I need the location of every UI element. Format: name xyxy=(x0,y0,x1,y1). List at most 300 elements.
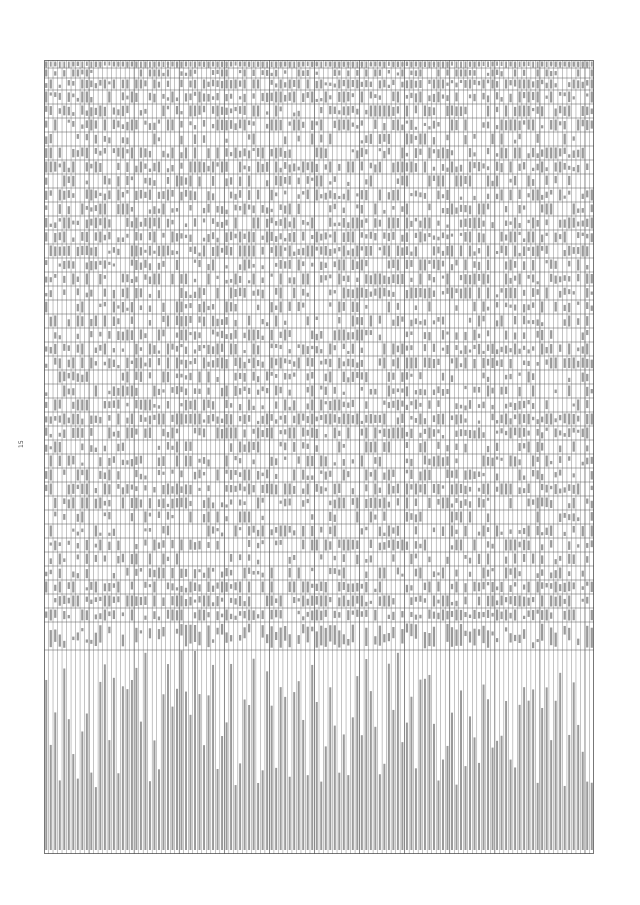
cell-value-mark xyxy=(275,162,277,173)
cell-value-mark xyxy=(320,415,322,420)
cell-value-mark xyxy=(528,414,530,425)
cell-value-mark xyxy=(72,70,74,77)
cell-value-mark xyxy=(523,316,525,324)
cell-value-mark xyxy=(509,278,511,284)
cell-value-mark xyxy=(311,346,313,349)
cell-value-mark xyxy=(487,122,489,129)
cell-value-mark xyxy=(171,190,173,197)
cell-value-mark xyxy=(248,232,250,243)
cell-value-mark xyxy=(401,540,403,551)
cell-value-mark xyxy=(469,70,471,76)
cell-value-mark xyxy=(509,613,511,619)
cell-value-mark xyxy=(388,470,390,481)
cell-value-mark xyxy=(410,429,412,438)
cell-value-mark xyxy=(50,542,52,545)
cell-value-mark xyxy=(455,498,457,503)
cell-value-mark xyxy=(158,246,160,256)
cell-value-mark xyxy=(81,628,83,631)
cell-value-mark xyxy=(546,83,548,89)
cell-value-mark xyxy=(207,568,209,579)
cell-value-mark xyxy=(559,514,561,522)
cell-value-mark xyxy=(347,80,349,89)
cell-value-mark xyxy=(419,321,421,325)
cell-value-mark xyxy=(280,430,282,434)
cell-value-mark xyxy=(496,194,498,199)
cell-value-mark xyxy=(140,263,142,270)
cell-value-mark xyxy=(158,616,160,620)
cell-value-mark xyxy=(406,512,408,522)
cell-value-mark xyxy=(167,442,169,450)
cell-value-mark xyxy=(541,195,543,200)
cell-value-mark xyxy=(491,388,493,394)
cell-value-mark xyxy=(54,92,56,97)
cell-value-mark xyxy=(577,150,579,158)
cell-value-mark xyxy=(194,358,196,364)
cell-value-mark xyxy=(532,386,534,397)
cell-value-mark xyxy=(401,388,403,392)
cell-value-mark xyxy=(343,92,345,103)
cell-value-mark xyxy=(171,428,173,439)
cell-value-mark xyxy=(262,247,264,255)
cell-value-mark xyxy=(221,331,223,338)
cell-value-mark xyxy=(311,514,313,519)
cell-value-mark xyxy=(271,484,273,495)
cell-value-mark xyxy=(194,428,196,434)
cell-value-mark xyxy=(144,121,146,125)
cell-value-mark xyxy=(225,386,227,397)
cell-value-mark xyxy=(559,234,561,239)
cell-value-mark xyxy=(555,71,557,75)
cell-value-mark xyxy=(334,261,336,267)
cell-value-mark xyxy=(415,127,417,130)
cell-value-mark xyxy=(54,71,56,75)
cell-value-mark xyxy=(419,80,421,88)
cell-value-mark xyxy=(248,359,250,363)
cell-value-mark xyxy=(113,107,115,114)
cell-value-mark xyxy=(99,625,101,642)
cell-value-mark xyxy=(54,630,56,642)
row-label-mark xyxy=(406,723,408,850)
cell-value-mark xyxy=(104,362,106,366)
cell-value-mark xyxy=(320,246,322,254)
cell-value-mark xyxy=(248,316,250,326)
cell-value-mark xyxy=(86,610,88,620)
row-label-mark xyxy=(221,736,223,850)
cell-value-mark xyxy=(361,120,363,125)
row-label-mark xyxy=(469,716,471,850)
cell-value-mark xyxy=(275,106,277,117)
cell-value-mark xyxy=(293,470,295,481)
cell-value-mark xyxy=(460,624,462,646)
cell-value-mark xyxy=(176,629,178,634)
cell-value-mark xyxy=(77,632,79,640)
cell-value-mark xyxy=(505,610,507,621)
cell-value-mark xyxy=(374,498,376,509)
cell-value-mark xyxy=(72,176,74,187)
cell-value-mark xyxy=(410,193,412,196)
cell-value-mark xyxy=(320,470,322,473)
cell-value-mark xyxy=(442,348,444,351)
cell-value-mark xyxy=(81,204,83,215)
cell-value-mark xyxy=(302,289,304,296)
cell-value-mark xyxy=(316,540,318,551)
cell-value-mark xyxy=(586,80,588,86)
header-mark xyxy=(95,62,97,68)
cell-value-mark xyxy=(392,292,394,297)
cell-value-mark xyxy=(546,414,548,424)
cell-value-mark xyxy=(104,401,106,408)
cell-value-mark xyxy=(243,445,245,452)
row-label-mark xyxy=(591,783,593,850)
cell-value-mark xyxy=(343,288,345,299)
cell-value-mark xyxy=(180,111,182,114)
header-mark xyxy=(537,62,539,68)
cell-value-mark xyxy=(487,377,489,382)
cell-value-mark xyxy=(518,190,520,199)
cell-value-mark xyxy=(559,456,561,463)
cell-value-mark xyxy=(532,92,534,100)
cell-value-mark xyxy=(221,344,223,352)
cell-value-mark xyxy=(320,554,322,559)
cell-value-mark xyxy=(108,470,110,481)
cell-value-mark xyxy=(419,149,421,155)
cell-value-mark xyxy=(406,459,408,464)
cell-value-mark xyxy=(505,540,507,551)
header-mark xyxy=(352,62,354,69)
cell-value-mark xyxy=(428,332,430,340)
cell-value-mark xyxy=(284,526,286,537)
cell-value-mark xyxy=(383,473,385,480)
header-mark xyxy=(235,62,237,66)
row-label-mark xyxy=(410,697,412,850)
cell-value-mark xyxy=(50,106,52,115)
cell-value-mark xyxy=(275,458,277,465)
header-mark xyxy=(392,62,394,68)
cell-value-mark xyxy=(509,179,511,183)
cell-value-mark xyxy=(473,94,475,101)
cell-value-mark xyxy=(528,220,530,223)
cell-value-mark xyxy=(379,220,381,227)
cell-value-mark xyxy=(131,485,133,490)
cell-value-mark xyxy=(433,484,435,493)
cell-value-mark xyxy=(419,134,421,145)
cell-value-mark xyxy=(293,361,295,366)
cell-value-mark xyxy=(352,260,354,270)
cell-value-mark xyxy=(419,260,421,271)
cell-value-mark xyxy=(248,554,250,560)
header-mark xyxy=(338,62,340,69)
cell-value-mark xyxy=(451,526,453,537)
cell-value-mark xyxy=(72,274,74,285)
cell-value-mark xyxy=(370,540,372,548)
cell-value-mark xyxy=(162,540,164,547)
cell-value-mark xyxy=(289,246,291,257)
header-mark xyxy=(397,62,399,68)
cell-value-mark xyxy=(573,414,575,424)
cell-value-mark xyxy=(153,570,155,577)
cell-value-mark xyxy=(451,162,453,173)
cell-value-mark xyxy=(464,444,466,453)
cell-value-mark xyxy=(135,498,137,509)
cell-value-mark xyxy=(307,499,309,503)
cell-value-mark xyxy=(582,429,584,437)
cell-value-mark xyxy=(225,334,227,339)
cell-value-mark xyxy=(99,163,101,172)
cell-value-mark xyxy=(365,110,367,114)
cell-value-mark xyxy=(410,597,412,605)
cell-value-mark xyxy=(374,484,376,495)
cell-value-mark xyxy=(437,572,439,575)
header-mark xyxy=(383,62,385,69)
row-label-mark xyxy=(99,682,101,850)
cell-value-mark xyxy=(343,596,345,607)
cell-value-mark xyxy=(356,498,358,509)
cell-value-mark xyxy=(77,344,79,352)
cell-value-mark xyxy=(537,190,539,201)
cell-value-mark xyxy=(180,302,182,313)
cell-value-mark xyxy=(334,70,336,76)
cell-value-mark xyxy=(275,527,277,533)
cell-value-mark xyxy=(257,218,259,229)
cell-value-mark xyxy=(234,486,236,492)
cell-value-mark xyxy=(338,582,340,592)
cell-value-mark xyxy=(176,332,178,337)
cell-value-mark xyxy=(329,83,331,86)
cell-value-mark xyxy=(491,80,493,89)
header-mark xyxy=(496,62,498,66)
cell-value-mark xyxy=(289,498,291,505)
cell-value-mark xyxy=(383,344,385,355)
cell-value-mark xyxy=(591,414,593,425)
row-label-mark xyxy=(514,767,516,850)
cell-value-mark xyxy=(275,541,277,546)
cell-value-mark xyxy=(189,235,191,242)
cell-value-mark xyxy=(280,148,282,157)
cell-value-mark xyxy=(176,484,178,495)
cell-value-mark xyxy=(280,168,282,173)
cell-value-mark xyxy=(406,332,408,338)
cell-value-mark xyxy=(99,261,101,265)
cell-value-mark xyxy=(77,334,79,339)
cell-value-mark xyxy=(374,589,376,592)
cell-value-mark xyxy=(370,292,372,297)
cell-value-mark xyxy=(455,601,457,607)
cell-value-mark xyxy=(437,92,439,103)
cell-value-mark xyxy=(356,302,358,312)
cell-value-mark xyxy=(550,148,552,159)
cell-value-mark xyxy=(239,96,241,99)
cell-value-mark xyxy=(546,428,548,431)
cell-value-mark xyxy=(537,319,539,325)
cell-value-mark xyxy=(257,376,259,382)
cell-value-mark xyxy=(428,557,430,563)
cell-value-mark xyxy=(573,358,575,369)
cell-value-mark xyxy=(338,330,340,341)
cell-value-mark xyxy=(230,635,232,641)
cell-value-mark xyxy=(149,344,151,355)
cell-value-mark xyxy=(392,373,394,380)
cell-value-mark xyxy=(176,358,178,369)
cell-value-mark xyxy=(523,475,525,479)
cell-value-mark xyxy=(361,260,363,271)
cell-value-mark xyxy=(518,80,520,89)
cell-value-mark xyxy=(180,414,182,425)
header-mark xyxy=(415,62,417,67)
cell-value-mark xyxy=(392,344,394,355)
cell-value-mark xyxy=(68,582,70,589)
cell-value-mark xyxy=(117,471,119,479)
cell-value-mark xyxy=(464,358,466,369)
cell-value-mark xyxy=(509,540,511,551)
cell-value-mark xyxy=(171,387,173,393)
cell-value-mark xyxy=(433,137,435,144)
cell-value-mark xyxy=(176,386,178,394)
cell-value-mark xyxy=(126,96,128,100)
cell-value-mark xyxy=(478,612,480,619)
cell-value-mark xyxy=(189,205,191,211)
cell-value-mark xyxy=(433,571,435,577)
cell-value-mark xyxy=(104,472,106,479)
row-label-mark xyxy=(104,664,106,850)
header-mark xyxy=(185,62,187,66)
cell-value-mark xyxy=(370,472,372,477)
cell-value-mark xyxy=(320,400,322,411)
cell-value-mark xyxy=(189,582,191,593)
row-label-mark xyxy=(401,742,403,850)
cell-value-mark xyxy=(266,414,268,425)
cell-value-mark xyxy=(117,431,119,438)
cell-value-mark xyxy=(329,372,331,383)
cell-value-mark xyxy=(194,331,196,339)
cell-value-mark xyxy=(194,625,196,642)
cell-value-mark xyxy=(433,167,435,171)
cell-value-mark xyxy=(117,596,119,602)
cell-value-mark xyxy=(234,470,236,475)
cell-value-mark xyxy=(316,247,318,251)
cell-value-mark xyxy=(45,136,47,144)
cell-value-mark xyxy=(221,206,223,214)
cell-value-mark xyxy=(113,386,115,396)
cell-value-mark xyxy=(546,70,548,77)
cell-value-mark xyxy=(293,232,295,242)
cell-value-mark xyxy=(518,487,520,494)
cell-value-mark xyxy=(487,307,489,311)
cell-value-mark xyxy=(460,610,462,620)
cell-value-mark xyxy=(329,512,331,521)
cell-value-mark xyxy=(298,344,300,348)
cell-value-mark xyxy=(216,541,218,550)
cell-value-mark xyxy=(289,302,291,311)
cell-value-mark xyxy=(212,346,214,354)
cell-value-mark xyxy=(401,401,403,407)
row-label-mark xyxy=(343,734,345,850)
row-label-mark xyxy=(289,777,291,850)
cell-value-mark xyxy=(446,168,448,172)
cell-value-mark xyxy=(577,517,579,521)
cell-value-mark xyxy=(275,359,277,366)
row-label-mark xyxy=(190,715,192,850)
cell-value-mark xyxy=(298,260,300,271)
cell-value-mark xyxy=(469,632,471,643)
cell-value-mark xyxy=(302,616,304,620)
cell-value-mark xyxy=(325,232,327,239)
cell-value-mark xyxy=(419,192,421,197)
cell-value-mark xyxy=(81,512,83,523)
cell-value-mark xyxy=(496,320,498,326)
cell-value-mark xyxy=(185,599,187,606)
cell-value-mark xyxy=(221,248,223,253)
cell-value-mark xyxy=(532,148,534,157)
cell-value-mark xyxy=(90,582,92,590)
cell-value-mark xyxy=(370,442,372,452)
cell-value-mark xyxy=(158,499,160,507)
cell-value-mark xyxy=(352,415,354,423)
cell-value-mark xyxy=(379,316,381,324)
cell-value-mark xyxy=(473,330,475,341)
cell-value-mark xyxy=(185,360,187,368)
cell-value-mark xyxy=(424,583,426,590)
cell-value-mark xyxy=(225,632,227,642)
cell-value-mark xyxy=(293,163,295,171)
cell-value-mark xyxy=(162,151,164,157)
cell-value-mark xyxy=(347,190,349,201)
cell-value-mark xyxy=(275,148,277,159)
cell-value-mark xyxy=(437,442,439,449)
cell-value-mark xyxy=(464,135,466,144)
cell-value-mark xyxy=(189,94,191,101)
cell-value-mark xyxy=(144,163,146,168)
cell-value-mark xyxy=(122,612,124,616)
cell-value-mark xyxy=(59,335,61,339)
cell-value-mark xyxy=(216,206,218,213)
row-label-mark xyxy=(81,731,83,850)
cell-value-mark xyxy=(532,470,534,476)
cell-value-mark xyxy=(442,596,444,607)
cell-value-mark xyxy=(433,390,435,396)
cell-value-mark xyxy=(532,179,534,186)
header-mark xyxy=(203,62,205,67)
cell-value-mark xyxy=(253,330,255,341)
cell-value-mark xyxy=(207,542,209,548)
row-label-mark xyxy=(54,712,56,850)
cell-value-mark xyxy=(180,316,182,326)
cell-value-mark xyxy=(505,375,507,380)
cell-value-mark xyxy=(284,429,286,434)
cell-value-mark xyxy=(343,330,345,341)
cell-value-mark xyxy=(284,191,286,195)
cell-value-mark xyxy=(176,316,178,326)
cell-value-mark xyxy=(370,106,372,117)
cell-value-mark xyxy=(361,348,363,353)
cell-value-mark xyxy=(77,428,79,438)
cell-value-mark xyxy=(271,610,273,620)
cell-value-mark xyxy=(95,148,97,154)
row-label-mark xyxy=(460,690,462,850)
cell-value-mark xyxy=(180,163,182,169)
cell-value-mark xyxy=(505,274,507,285)
cell-value-mark xyxy=(388,218,390,229)
cell-value-mark xyxy=(582,373,584,382)
row-label-mark xyxy=(397,653,399,850)
cell-value-mark xyxy=(59,93,61,100)
cell-value-mark xyxy=(144,528,146,531)
cell-value-mark xyxy=(185,330,187,341)
cell-value-mark xyxy=(185,456,187,467)
cell-value-mark xyxy=(406,176,408,187)
cell-value-mark xyxy=(397,72,399,75)
cell-value-mark xyxy=(352,359,354,367)
cell-value-mark xyxy=(550,414,552,425)
